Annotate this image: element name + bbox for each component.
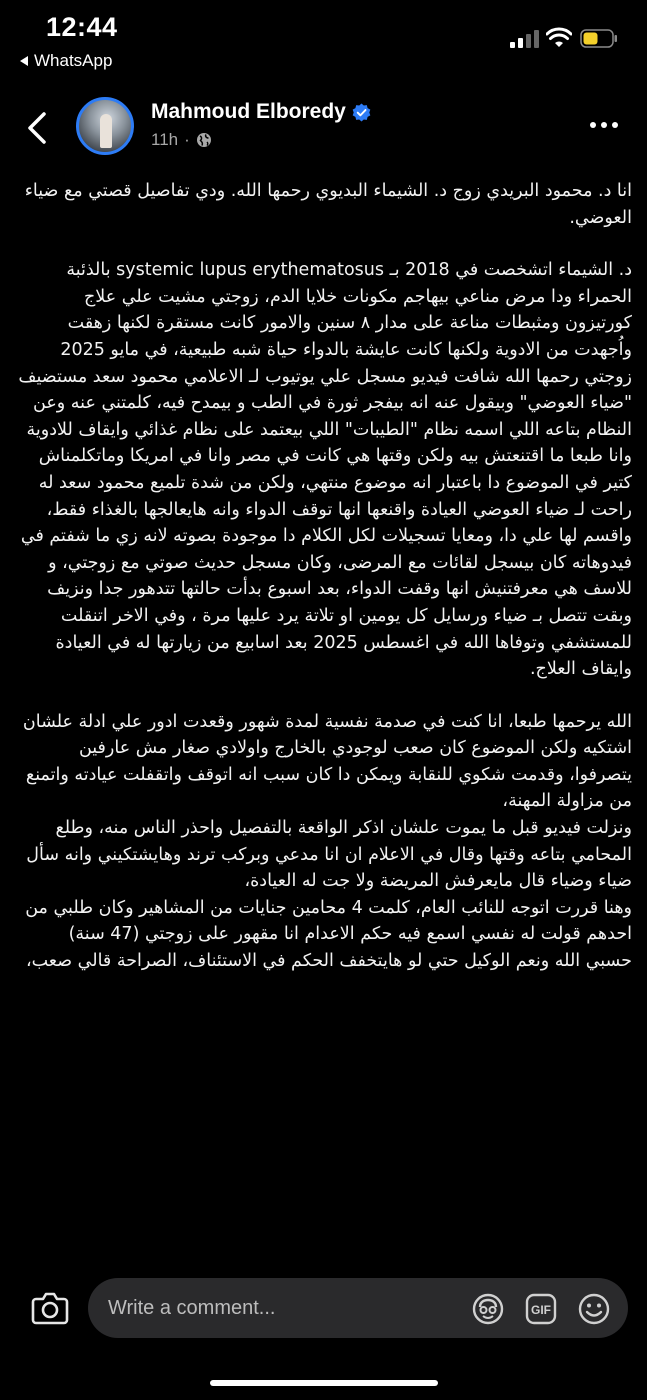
back-chevron-icon[interactable] bbox=[22, 108, 52, 148]
back-triangle-icon bbox=[20, 56, 28, 66]
post-paragraph: وهنا قررت اتوجه للنائب العام، كلمت 4 محامين جنايات من المشاهير وكان طلبي من احدهم قولت له نفسي اسمع فيه حكم الاعدام انا مقهور على زوجتي (47 سنة) حسبي الله ونعم الوكيل حتي لو هايتخفف الحكم في الاستئناف، الصراحة قالي صعب، bbox=[25, 897, 632, 972]
meta-dot: · bbox=[184, 130, 190, 149]
post-paragraph: د. الشيماء اتشخصت في 2018 بـ systemic lupus erythematosus بالذئبة الحمراء ودا مرض مناعي بيهاجم مكونات خلايا الدم، زوجتي مشيت علي علاج كورتيزون ومثبطات مناعة على مدار ٨ سنين والامور كانت مستقرة لكنها زهقت واُجهدت من الادوية ولكنها كانت عايشة بالدواء حياة شبه طبيعية، في مايو 2025 زوجتي رحمها الله شافت فيديو مسجل علي يوتيوب لـ الاعلامي محمود سعد مستضيف "ضياء العوضي" وبيقول عنه انه بيفجر ثورة في الطب و بيمدح فيه، كلمتني عنه وعن النظام بتاعه اللي اسمه نظام "الطيبات" اللي بيعتمد على نظام غذائي وايقاف للادوية وانا طبعا ما اقتنعتش بيه ولكن وقتها هي كانت في مصر وانا في امريكا وماتكلمناش كتير في الموضوع دا باعتبار انه موضوع منتهي، ولكن من شدة تلميع محمود سعد له راحت لـ ضياء العوضي العيادة واقنعها انها توقف الدواء وانه هايعالجها بالغذاء فقط، واقسم لها علي دا، ومعايا تسجيلات لكل الكلام دا موجودة بصوته لانه زي ما شفتم في فيدوهاته كان بيسجل لقائات مع المرضى، وكان مسجل حديث صوتي مع زوجتي، و للاسف هي معرفتنيش انها وقفت الدواء، بعد اسبوع بدأت حالتها تتدهور جدا ونزيف وبقت تتصل بـ ضياء ورسايل كل يومين او تلاتة يرد عليها مرة ، وفي الاخر اتنقلت للمستشفي وتوفاها الله في اغسطس 2025 بعد اسابيع من زيارتها له في العيادة وايقاف العلاج. bbox=[18, 260, 632, 680]
author-avatar[interactable] bbox=[76, 97, 134, 155]
verified-badge-icon bbox=[352, 103, 371, 122]
svg-text:GIF: GIF bbox=[531, 1303, 551, 1317]
post-text bbox=[18, 178, 632, 1273]
camera-icon[interactable] bbox=[30, 1291, 70, 1325]
home-indicator[interactable] bbox=[210, 1380, 438, 1386]
paragraph-gap bbox=[18, 231, 632, 257]
post-header bbox=[0, 90, 647, 165]
status-bar bbox=[0, 0, 647, 80]
post-paragraph: ونزلت فيديو قبل ما يموت علشان اذكر الواقعة بالتفصيل واحذر الناس منه، وطلع المحامي بتاعه وقتها وقال في الاعلام ان انا مدعي وبركب ترند وهايشتكيني وانه سأل ضياء وضياء قال مايعرفش المريضة ولا جت له العيادة، bbox=[26, 818, 632, 892]
author-name-row[interactable] bbox=[151, 100, 371, 124]
post-paragraph: انا د. محمود البريدي زوج د. الشيماء البديوي رحمها الله. ودي تفاصيل قصتي مع ضياء العوضي. bbox=[24, 181, 632, 228]
post-paragraph: الله يرحمها طبعا، انا كنت في صدمة نفسية لمدة شهور وقعدت ادور علي ادلة علشان اشتكيه ولكن الموضوع كان صعب لوجودي بالخارج واولادي صغار مش عارفين يتصرفوا، وقدمت شكوي للنقابة ويمكن دا كان سبب انه اتوقف واتقفلت عيادته واتمنع من مزاولة المهنة، bbox=[22, 711, 632, 812]
wifi-icon bbox=[546, 27, 572, 49]
back-to-app-link[interactable] bbox=[20, 51, 112, 71]
globe-icon bbox=[196, 132, 212, 148]
comment-input[interactable]: Write a comment... bbox=[88, 1278, 628, 1338]
avatar-figure bbox=[100, 114, 112, 148]
emoji-icon[interactable] bbox=[577, 1292, 611, 1326]
comment-bar bbox=[0, 1272, 647, 1344]
paragraph-gap bbox=[18, 683, 632, 709]
battery-icon bbox=[580, 29, 618, 48]
cellular-signal-icon bbox=[510, 30, 540, 48]
avatar-sticker-icon[interactable] bbox=[471, 1292, 505, 1326]
author-name[interactable]: Mahmoud Elboredy bbox=[151, 100, 346, 123]
post-meta bbox=[151, 130, 212, 150]
clock: 12:44 bbox=[46, 12, 118, 42]
gif-icon[interactable] bbox=[524, 1292, 558, 1326]
back-app-label: WhatsApp bbox=[34, 51, 113, 70]
post-timestamp[interactable]: 11h bbox=[151, 130, 179, 149]
more-options-icon[interactable] bbox=[590, 118, 624, 132]
